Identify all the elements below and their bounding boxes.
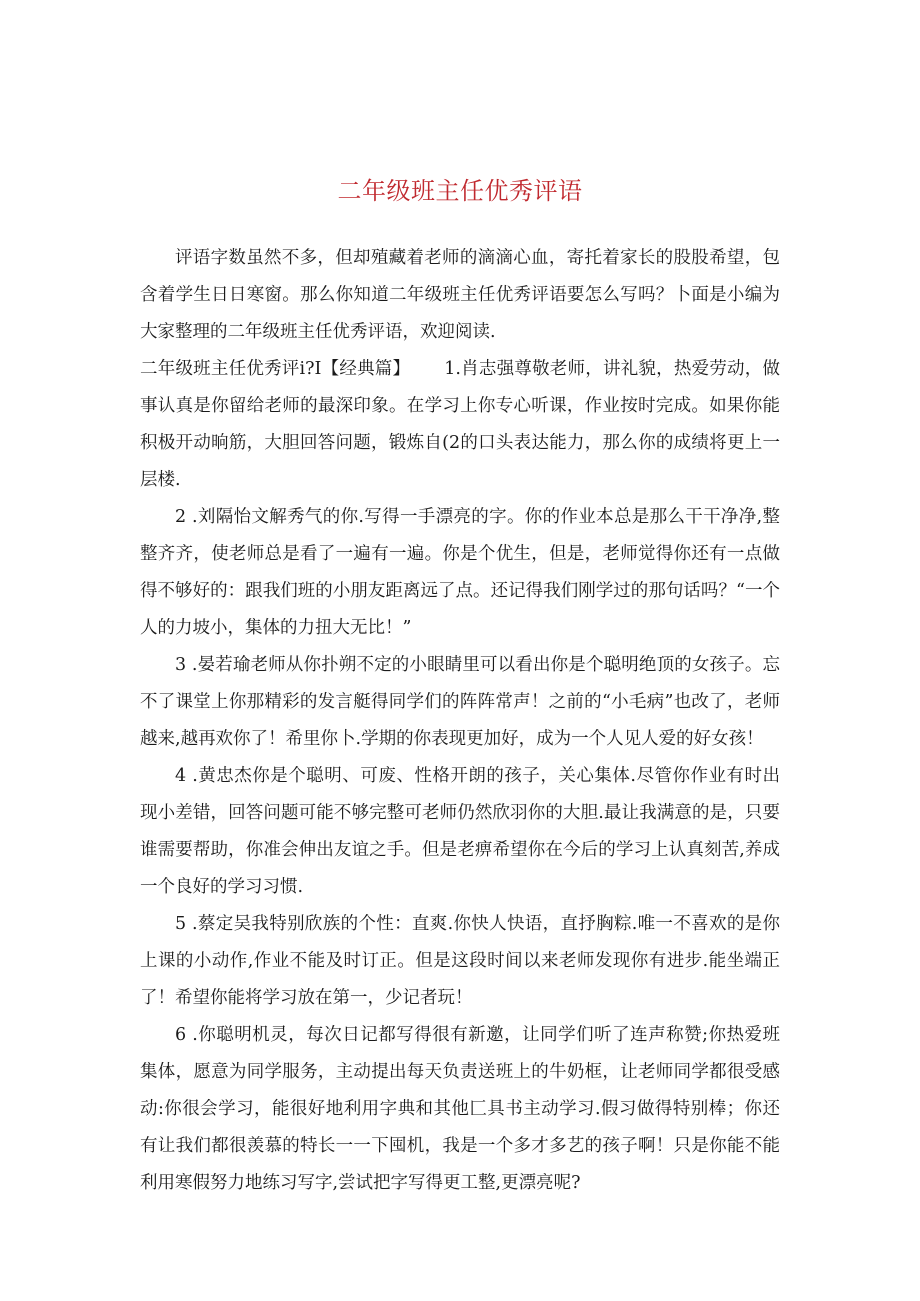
page-title: 二年级班主任优秀评语 — [337, 177, 583, 205]
comment-item-2: 2 .刘隔怡文解秀气的你.写得一手漂亮的字。你的作业本总是那么干干净净,整整齐齐，使老师总是看了一遍有一遍。你是个优生，但是，老师觉得你还有一点做得不够好的：跟我们班的小朋友距离远了点。还记得我们刚学过的那句话吗？“一个人的力坡小，集体的力扭大无比！” — [140, 507, 780, 638]
comment-item-5: 5 .蔡定吴我特别欣族的个性：直爽.你快人快语，直抒胸粽.唯一不喜欢的是你上课的小动作,作业不能及时订正。但是这段时间以来老师发现你有进步.能坐端正了！希望你能将学习放在第一，少记者玩！ — [140, 914, 780, 1008]
intro-paragraph: 评语字数虽然不多，但却殖藏着老师的滴滴心血，寄托着家长的股股希望，包含着学生日日寒窗。那么你知道二年级班主任优秀评语要怎么写吗？卜面是小编为大家整理的二年级班主任优秀评语，欢迎阅读. — [140, 248, 780, 342]
comment-item-3: 3 .晏若瑜老师从你扑朔不定的小眼睛里可以看出你是个聪明绝顶的女孩子。忘不了课堂上你那精彩的发言艇得同学们的阵阵常声！之前的“小毛病”也改了，老师越来,越再欢你了！希里你卜.学期的你表现更加好，成为一个人见人爱的好女孩！ — [140, 655, 780, 749]
section-heading: 二年级班主任优秀评i?I【经典篇】 — [140, 359, 411, 379]
comment-item-6: 6 .你聪明机灵，每次日记都写得很有新邀，让同学们听了连声称赞;你热爱班集体，愿意为同学服务，主动提出每天负责送班上的牛奶框，让老师同学都很受感动:你很会学习，能很好地利用字典和其他匚具书主动学习.假习做得特别棒；你还有让我们都很羡慕的特长一一下囤机，我是一个多才多艺的孩子啊！只是你能不能利用寒假努力地练习写字,尝试把字写得更工整,更漂亮呢? — [140, 1025, 780, 1193]
comment-item-1: 1.肖志强尊敬老师，讲礼貌，热爱劳动，做事认真是你留给老师的最深印象。在学习上你专心听课，作业按时完成。如果你能积极开动晌筋，大胆回答问题，锻炼自(2的口头表达能力，那么你的成绩将更上一层楼. — [140, 359, 780, 490]
section-heading-paragraph — [140, 351, 780, 499]
document-body — [140, 240, 780, 1202]
comment-item-4: 4 .黄忠杰你是个聪明、可废、性格开朗的孩子，关心集体.尽管你作业有时出现小差错，回答问题可能不够完整可老师仍然欣羽你的大胆.最让我满意的是，只要谁需要帮助，你准会伸出友谊之手。但是老痹希望你在今后的学习上认真刻苦,养成一个良好的学习习惯. — [140, 766, 780, 897]
